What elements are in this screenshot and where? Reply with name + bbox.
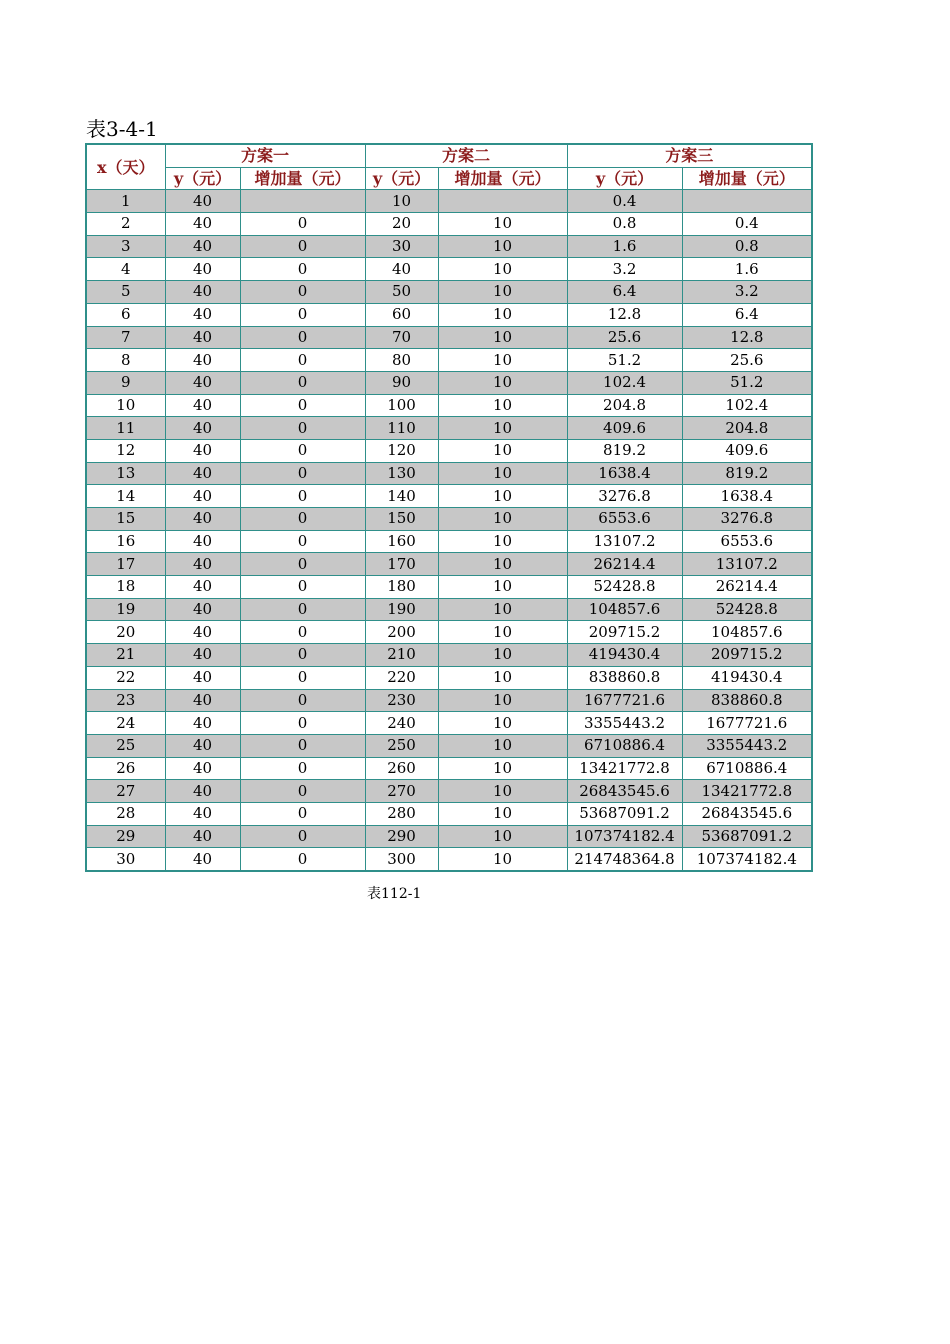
day-cell: 7 bbox=[86, 326, 165, 349]
plan-one-y-cell: 40 bbox=[165, 780, 240, 803]
table-row bbox=[86, 553, 812, 576]
plan-one-y-cell: 40 bbox=[165, 258, 240, 281]
plan-two-increase-header: 增加量（元） bbox=[438, 167, 567, 190]
plan-two-increase-cell: 10 bbox=[438, 303, 567, 326]
plan-two-y-cell: 240 bbox=[365, 712, 438, 735]
plan-three-y-cell: 52428.8 bbox=[567, 576, 682, 599]
plan-one-y-cell: 40 bbox=[165, 439, 240, 462]
plan-two-y-cell: 10 bbox=[365, 190, 438, 213]
plan-one-y-cell: 40 bbox=[165, 326, 240, 349]
table-row bbox=[86, 485, 812, 508]
table-row bbox=[86, 598, 812, 621]
plan-three-increase-cell: 13107.2 bbox=[682, 553, 812, 576]
day-cell: 9 bbox=[86, 371, 165, 394]
day-cell: 20 bbox=[86, 621, 165, 644]
day-cell: 18 bbox=[86, 576, 165, 599]
table-row bbox=[86, 371, 812, 394]
plan-three-increase-cell: 3276.8 bbox=[682, 508, 812, 531]
plan-two-increase-cell: 10 bbox=[438, 326, 567, 349]
table-row bbox=[86, 326, 812, 349]
plan-two-y-header: y（元） bbox=[365, 167, 438, 190]
plan-two-increase-cell: 10 bbox=[438, 371, 567, 394]
plan-one-increase-cell: 0 bbox=[240, 712, 365, 735]
table-row bbox=[86, 417, 812, 440]
plan-two-increase-cell: 10 bbox=[438, 462, 567, 485]
plan-one-y-cell: 40 bbox=[165, 621, 240, 644]
day-cell: 17 bbox=[86, 553, 165, 576]
plan-one-header: 方案一 bbox=[165, 144, 365, 167]
plan-three-y-cell: 26843545.6 bbox=[567, 780, 682, 803]
day-cell: 1 bbox=[86, 190, 165, 213]
day-cell: 6 bbox=[86, 303, 165, 326]
plan-one-y-cell: 40 bbox=[165, 757, 240, 780]
plan-one-increase-cell: 0 bbox=[240, 417, 365, 440]
plan-two-y-cell: 190 bbox=[365, 598, 438, 621]
day-cell: 8 bbox=[86, 349, 165, 372]
plan-three-y-cell: 838860.8 bbox=[567, 666, 682, 689]
plan-one-increase-cell: 0 bbox=[240, 213, 365, 236]
table-row bbox=[86, 508, 812, 531]
day-cell: 30 bbox=[86, 848, 165, 871]
plan-two-header: 方案二 bbox=[365, 144, 567, 167]
plan-two-increase-cell: 10 bbox=[438, 349, 567, 372]
day-cell: 2 bbox=[86, 213, 165, 236]
table-row bbox=[86, 213, 812, 236]
day-cell: 25 bbox=[86, 734, 165, 757]
table-row bbox=[86, 644, 812, 667]
table-row bbox=[86, 281, 812, 304]
plan-three-y-cell: 0.4 bbox=[567, 190, 682, 213]
table-row bbox=[86, 757, 812, 780]
plan-two-y-cell: 250 bbox=[365, 734, 438, 757]
plan-two-y-cell: 290 bbox=[365, 825, 438, 848]
table-row bbox=[86, 394, 812, 417]
plan-one-increase-cell bbox=[240, 190, 365, 213]
plan-two-y-cell: 200 bbox=[365, 621, 438, 644]
table-row bbox=[86, 802, 812, 825]
plan-three-y-cell: 107374182.4 bbox=[567, 825, 682, 848]
plan-one-increase-cell: 0 bbox=[240, 757, 365, 780]
plan-one-increase-cell: 0 bbox=[240, 303, 365, 326]
plan-one-increase-cell: 0 bbox=[240, 689, 365, 712]
plan-three-increase-cell: 838860.8 bbox=[682, 689, 812, 712]
plan-one-increase-cell: 0 bbox=[240, 326, 365, 349]
plan-one-y-cell: 40 bbox=[165, 689, 240, 712]
plan-three-y-cell: 12.8 bbox=[567, 303, 682, 326]
plan-one-y-cell: 40 bbox=[165, 848, 240, 871]
plan-two-y-cell: 210 bbox=[365, 644, 438, 667]
plan-three-y-cell: 209715.2 bbox=[567, 621, 682, 644]
plan-two-y-cell: 300 bbox=[365, 848, 438, 871]
plan-one-y-cell: 40 bbox=[165, 666, 240, 689]
plan-two-y-cell: 130 bbox=[365, 462, 438, 485]
plan-three-y-cell: 1.6 bbox=[567, 235, 682, 258]
plan-three-increase-cell: 204.8 bbox=[682, 417, 812, 440]
plan-one-y-cell: 40 bbox=[165, 644, 240, 667]
plan-three-increase-cell bbox=[682, 190, 812, 213]
plan-two-y-cell: 120 bbox=[365, 439, 438, 462]
x-day-header: x（天） bbox=[86, 144, 165, 190]
plan-three-y-cell: 13421772.8 bbox=[567, 757, 682, 780]
plan-two-y-cell: 30 bbox=[365, 235, 438, 258]
plan-three-y-cell: 409.6 bbox=[567, 417, 682, 440]
plan-two-y-cell: 40 bbox=[365, 258, 438, 281]
plan-two-y-cell: 90 bbox=[365, 371, 438, 394]
plan-two-y-cell: 280 bbox=[365, 802, 438, 825]
plan-three-y-cell: 104857.6 bbox=[567, 598, 682, 621]
plan-three-y-cell: 6553.6 bbox=[567, 508, 682, 531]
table-title: 表3-4-1 bbox=[86, 117, 158, 141]
day-cell: 12 bbox=[86, 439, 165, 462]
plan-two-increase-cell: 10 bbox=[438, 213, 567, 236]
plan-one-increase-cell: 0 bbox=[240, 508, 365, 531]
table-row bbox=[86, 712, 812, 735]
plan-one-increase-cell: 0 bbox=[240, 598, 365, 621]
plan-two-y-cell: 50 bbox=[365, 281, 438, 304]
day-cell: 28 bbox=[86, 802, 165, 825]
plan-three-increase-cell: 1.6 bbox=[682, 258, 812, 281]
plan-one-y-cell: 40 bbox=[165, 190, 240, 213]
day-cell: 4 bbox=[86, 258, 165, 281]
plan-one-increase-cell: 0 bbox=[240, 734, 365, 757]
plan-two-increase-cell: 10 bbox=[438, 689, 567, 712]
header-row-plans bbox=[86, 144, 812, 167]
plan-one-y-header: y（元） bbox=[165, 167, 240, 190]
day-cell: 23 bbox=[86, 689, 165, 712]
day-cell: 26 bbox=[86, 757, 165, 780]
plan-one-increase-cell: 0 bbox=[240, 485, 365, 508]
plan-three-y-cell: 26214.4 bbox=[567, 553, 682, 576]
plan-two-y-cell: 110 bbox=[365, 417, 438, 440]
table-row bbox=[86, 258, 812, 281]
plan-two-increase-cell: 10 bbox=[438, 802, 567, 825]
plan-two-y-cell: 150 bbox=[365, 508, 438, 531]
plan-two-y-cell: 170 bbox=[365, 553, 438, 576]
table-row bbox=[86, 689, 812, 712]
plan-one-increase-cell: 0 bbox=[240, 281, 365, 304]
plan-three-increase-cell: 102.4 bbox=[682, 394, 812, 417]
plan-two-increase-cell: 10 bbox=[438, 666, 567, 689]
plan-three-header: 方案三 bbox=[567, 144, 812, 167]
day-cell: 14 bbox=[86, 485, 165, 508]
plan-one-y-cell: 40 bbox=[165, 281, 240, 304]
plan-one-y-cell: 40 bbox=[165, 553, 240, 576]
plan-one-increase-header: 增加量（元） bbox=[240, 167, 365, 190]
plan-two-increase-cell: 10 bbox=[438, 281, 567, 304]
plan-three-increase-cell: 12.8 bbox=[682, 326, 812, 349]
plan-three-y-cell: 13107.2 bbox=[567, 530, 682, 553]
plan-two-y-cell: 220 bbox=[365, 666, 438, 689]
plan-three-increase-cell: 25.6 bbox=[682, 349, 812, 372]
plan-three-y-cell: 0.8 bbox=[567, 213, 682, 236]
plan-three-increase-cell: 6710886.4 bbox=[682, 757, 812, 780]
table-row bbox=[86, 530, 812, 553]
plan-two-increase-cell: 10 bbox=[438, 439, 567, 462]
table-body bbox=[86, 190, 812, 871]
plan-two-increase-cell: 10 bbox=[438, 530, 567, 553]
plan-three-y-cell: 419430.4 bbox=[567, 644, 682, 667]
plan-three-y-cell: 25.6 bbox=[567, 326, 682, 349]
plan-two-increase-cell: 10 bbox=[438, 644, 567, 667]
plan-two-y-cell: 270 bbox=[365, 780, 438, 803]
plan-one-increase-cell: 0 bbox=[240, 530, 365, 553]
day-cell: 3 bbox=[86, 235, 165, 258]
day-cell: 10 bbox=[86, 394, 165, 417]
day-cell: 29 bbox=[86, 825, 165, 848]
day-cell: 5 bbox=[86, 281, 165, 304]
plan-three-y-cell: 819.2 bbox=[567, 439, 682, 462]
table-row bbox=[86, 349, 812, 372]
plan-two-y-cell: 260 bbox=[365, 757, 438, 780]
plan-two-increase-cell: 10 bbox=[438, 235, 567, 258]
plan-one-increase-cell: 0 bbox=[240, 621, 365, 644]
plan-one-y-cell: 40 bbox=[165, 485, 240, 508]
plan-three-y-cell: 6710886.4 bbox=[567, 734, 682, 757]
plan-two-y-cell: 230 bbox=[365, 689, 438, 712]
plan-two-y-cell: 60 bbox=[365, 303, 438, 326]
plan-one-y-cell: 40 bbox=[165, 462, 240, 485]
plan-three-increase-cell: 53687091.2 bbox=[682, 825, 812, 848]
plan-three-increase-cell: 6553.6 bbox=[682, 530, 812, 553]
day-cell: 19 bbox=[86, 598, 165, 621]
data-table bbox=[85, 143, 813, 872]
plan-one-y-cell: 40 bbox=[165, 349, 240, 372]
day-cell: 15 bbox=[86, 508, 165, 531]
plan-two-y-cell: 70 bbox=[365, 326, 438, 349]
plan-three-increase-cell: 52428.8 bbox=[682, 598, 812, 621]
day-cell: 13 bbox=[86, 462, 165, 485]
plan-one-y-cell: 40 bbox=[165, 508, 240, 531]
plan-one-increase-cell: 0 bbox=[240, 439, 365, 462]
plan-two-increase-cell: 10 bbox=[438, 258, 567, 281]
plan-three-y-cell: 204.8 bbox=[567, 394, 682, 417]
plan-two-y-cell: 80 bbox=[365, 349, 438, 372]
plan-three-y-cell: 3.2 bbox=[567, 258, 682, 281]
plan-one-increase-cell: 0 bbox=[240, 666, 365, 689]
plan-three-increase-cell: 409.6 bbox=[682, 439, 812, 462]
plan-two-increase-cell: 10 bbox=[438, 734, 567, 757]
plan-three-increase-cell: 26843545.6 bbox=[682, 802, 812, 825]
day-cell: 22 bbox=[86, 666, 165, 689]
table-caption: 表112-1 bbox=[367, 886, 422, 902]
table-row bbox=[86, 439, 812, 462]
plan-two-increase-cell: 10 bbox=[438, 576, 567, 599]
plan-two-increase-cell: 10 bbox=[438, 417, 567, 440]
plan-one-increase-cell: 0 bbox=[240, 780, 365, 803]
table-row bbox=[86, 848, 812, 871]
plan-three-increase-header: 增加量（元） bbox=[682, 167, 812, 190]
plan-two-increase-cell: 10 bbox=[438, 757, 567, 780]
plan-three-y-cell: 1677721.6 bbox=[567, 689, 682, 712]
plan-three-increase-cell: 0.4 bbox=[682, 213, 812, 236]
plan-three-increase-cell: 104857.6 bbox=[682, 621, 812, 644]
plan-one-y-cell: 40 bbox=[165, 825, 240, 848]
plan-one-y-cell: 40 bbox=[165, 394, 240, 417]
plan-three-increase-cell: 209715.2 bbox=[682, 644, 812, 667]
plan-one-y-cell: 40 bbox=[165, 303, 240, 326]
plan-three-y-cell: 53687091.2 bbox=[567, 802, 682, 825]
plan-one-increase-cell: 0 bbox=[240, 576, 365, 599]
plan-three-y-header: y（元） bbox=[567, 167, 682, 190]
plan-three-y-cell: 6.4 bbox=[567, 281, 682, 304]
plan-two-increase-cell: 10 bbox=[438, 394, 567, 417]
plan-two-increase-cell bbox=[438, 190, 567, 213]
plan-three-increase-cell: 0.8 bbox=[682, 235, 812, 258]
table-row bbox=[86, 576, 812, 599]
plan-three-increase-cell: 13421772.8 bbox=[682, 780, 812, 803]
plan-one-increase-cell: 0 bbox=[240, 644, 365, 667]
plan-one-y-cell: 40 bbox=[165, 734, 240, 757]
plan-three-y-cell: 3355443.2 bbox=[567, 712, 682, 735]
table-row bbox=[86, 734, 812, 757]
plan-three-increase-cell: 3.2 bbox=[682, 281, 812, 304]
table-row bbox=[86, 666, 812, 689]
plan-two-y-cell: 20 bbox=[365, 213, 438, 236]
plan-one-increase-cell: 0 bbox=[240, 825, 365, 848]
plan-one-increase-cell: 0 bbox=[240, 394, 365, 417]
plan-one-y-cell: 40 bbox=[165, 417, 240, 440]
plan-three-increase-cell: 107374182.4 bbox=[682, 848, 812, 871]
plan-two-y-cell: 160 bbox=[365, 530, 438, 553]
plan-three-y-cell: 214748364.8 bbox=[567, 848, 682, 871]
plan-two-increase-cell: 10 bbox=[438, 848, 567, 871]
plan-two-increase-cell: 10 bbox=[438, 485, 567, 508]
plan-one-y-cell: 40 bbox=[165, 213, 240, 236]
plan-one-y-cell: 40 bbox=[165, 576, 240, 599]
table-row bbox=[86, 235, 812, 258]
plan-three-increase-cell: 51.2 bbox=[682, 371, 812, 394]
plan-two-increase-cell: 10 bbox=[438, 780, 567, 803]
plan-one-y-cell: 40 bbox=[165, 371, 240, 394]
table-row bbox=[86, 825, 812, 848]
header-row-columns bbox=[86, 167, 812, 190]
plan-one-increase-cell: 0 bbox=[240, 258, 365, 281]
day-cell: 21 bbox=[86, 644, 165, 667]
plan-two-increase-cell: 10 bbox=[438, 598, 567, 621]
plan-one-increase-cell: 0 bbox=[240, 235, 365, 258]
plan-two-increase-cell: 10 bbox=[438, 621, 567, 644]
plan-two-increase-cell: 10 bbox=[438, 553, 567, 576]
plan-three-y-cell: 51.2 bbox=[567, 349, 682, 372]
plan-two-increase-cell: 10 bbox=[438, 508, 567, 531]
plan-two-y-cell: 180 bbox=[365, 576, 438, 599]
plan-one-y-cell: 40 bbox=[165, 235, 240, 258]
plan-one-increase-cell: 0 bbox=[240, 462, 365, 485]
plan-two-increase-cell: 10 bbox=[438, 712, 567, 735]
table-row bbox=[86, 303, 812, 326]
plan-three-y-cell: 102.4 bbox=[567, 371, 682, 394]
table-row bbox=[86, 462, 812, 485]
plan-three-increase-cell: 819.2 bbox=[682, 462, 812, 485]
plan-one-y-cell: 40 bbox=[165, 530, 240, 553]
plan-three-increase-cell: 1638.4 bbox=[682, 485, 812, 508]
day-cell: 11 bbox=[86, 417, 165, 440]
plan-three-y-cell: 3276.8 bbox=[567, 485, 682, 508]
plan-two-y-cell: 100 bbox=[365, 394, 438, 417]
plan-one-y-cell: 40 bbox=[165, 712, 240, 735]
plan-three-increase-cell: 3355443.2 bbox=[682, 734, 812, 757]
plan-three-increase-cell: 1677721.6 bbox=[682, 712, 812, 735]
plan-three-increase-cell: 26214.4 bbox=[682, 576, 812, 599]
plan-three-y-cell: 1638.4 bbox=[567, 462, 682, 485]
plan-one-increase-cell: 0 bbox=[240, 848, 365, 871]
plan-one-increase-cell: 0 bbox=[240, 349, 365, 372]
plan-three-increase-cell: 6.4 bbox=[682, 303, 812, 326]
plan-two-y-cell: 140 bbox=[365, 485, 438, 508]
plan-two-increase-cell: 10 bbox=[438, 825, 567, 848]
day-cell: 24 bbox=[86, 712, 165, 735]
day-cell: 16 bbox=[86, 530, 165, 553]
plan-one-increase-cell: 0 bbox=[240, 553, 365, 576]
plan-one-increase-cell: 0 bbox=[240, 802, 365, 825]
plan-one-increase-cell: 0 bbox=[240, 371, 365, 394]
plan-three-increase-cell: 419430.4 bbox=[682, 666, 812, 689]
plan-one-y-cell: 40 bbox=[165, 598, 240, 621]
day-cell: 27 bbox=[86, 780, 165, 803]
table-row bbox=[86, 621, 812, 644]
table-row bbox=[86, 780, 812, 803]
table-row bbox=[86, 190, 812, 213]
plan-one-y-cell: 40 bbox=[165, 802, 240, 825]
